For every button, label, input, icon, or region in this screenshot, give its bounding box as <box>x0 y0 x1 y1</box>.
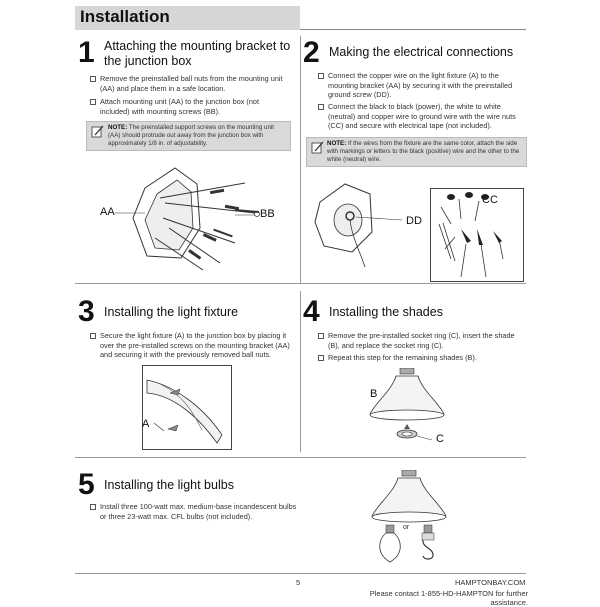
step-4-bullet-1: Remove the pre-installed socket ring (C), insert the shade (B), and replace the socket ring (C). <box>328 331 520 350</box>
label-cc: CC <box>482 194 498 206</box>
wire-nuts-illustration <box>431 189 523 281</box>
site-link[interactable]: HAMPTONBAY.COM <box>455 578 526 587</box>
step-5-number: 5 <box>78 468 95 501</box>
step-2-bullet-1: Connect the copper wire on the light fixture (A) to the mounting bracket (AA) by securing it with the preinstalled ground screw (DD). <box>328 71 523 100</box>
page-title: Installation <box>80 7 170 26</box>
label-dd: DD <box>406 215 422 227</box>
wire-nuts-detail-box <box>430 188 524 282</box>
step-1-note: NOTE: The preinstalled support screws on the mounting unit (AA) should protrude out away from the junction box with approximately 1/8 in. of adjustability. <box>86 121 291 151</box>
step-1-title: Attaching the mounting bracket to the junction box <box>104 39 291 68</box>
footer-rule <box>75 573 526 574</box>
step-3-number: 3 <box>78 295 95 328</box>
step-1-bullet-2: Attach mounting unit (AA) to the junction box (not included) with mounting screws (BB). <box>100 97 290 116</box>
label-b: B <box>370 388 378 400</box>
step-1-bullet-1: Remove the preinstalled ball nuts from the mounting unit (AA) and place them in a safe location. <box>100 74 290 93</box>
step-5-title: Installing the light bulbs <box>104 478 234 492</box>
step-2-note: NOTE: If the wires from the fixture are the same color, attach the side with markings or letters to the black (positive) wire and the other to the white (neutral) wire. <box>306 137 527 167</box>
step-2-junction-illustration <box>310 172 420 272</box>
column-divider-middle <box>300 291 301 452</box>
step-3-title: Installing the light fixture <box>104 305 239 319</box>
label-c: C <box>436 433 444 445</box>
label-aa: AA <box>100 206 115 218</box>
step-3-illustration <box>142 365 232 450</box>
step-4-number: 4 <box>303 295 320 328</box>
step-5-bulbs-illustration <box>364 470 454 565</box>
step-4-bullet-2: Repeat this step for the remaining shades (B). <box>328 353 520 363</box>
step-5-bullet-1: Install three 100-watt max. medium-base incandescent bulbs or three 23-watt max. CFL bulbs (not included). <box>100 502 300 521</box>
label-a: A <box>142 418 150 430</box>
row-divider-2 <box>75 457 526 458</box>
or-label: or <box>403 524 410 531</box>
note-pencil-icon <box>311 141 324 154</box>
page-number: 5 <box>296 578 301 587</box>
header-rule <box>300 29 526 30</box>
step-3-bullet-1: Secure the light fixture (A) to the junction box by placing it over the pre-installed screws on the mounting bracket (AA) and securing it with the previously removed ball nuts. <box>100 331 295 360</box>
step-2-bullet-2: Connect the black to black (power), the white to white (neutral) and copper wire to ground wire with the wire nuts (CC) and secure with electrical tape (not included). <box>328 102 523 131</box>
label-bb: BB <box>260 208 275 220</box>
note-pencil-icon <box>91 125 104 138</box>
step-4-title: Installing the shades <box>329 305 443 319</box>
row-divider-1 <box>75 283 526 284</box>
step-2-number: 2 <box>303 36 320 69</box>
step-2-title: Making the electrical connections <box>329 45 514 59</box>
column-divider-top <box>300 36 301 283</box>
contact-info: Please contact 1-855-HD-HAMPTON for further assistance. <box>369 589 528 607</box>
step-1-number: 1 <box>78 36 95 69</box>
